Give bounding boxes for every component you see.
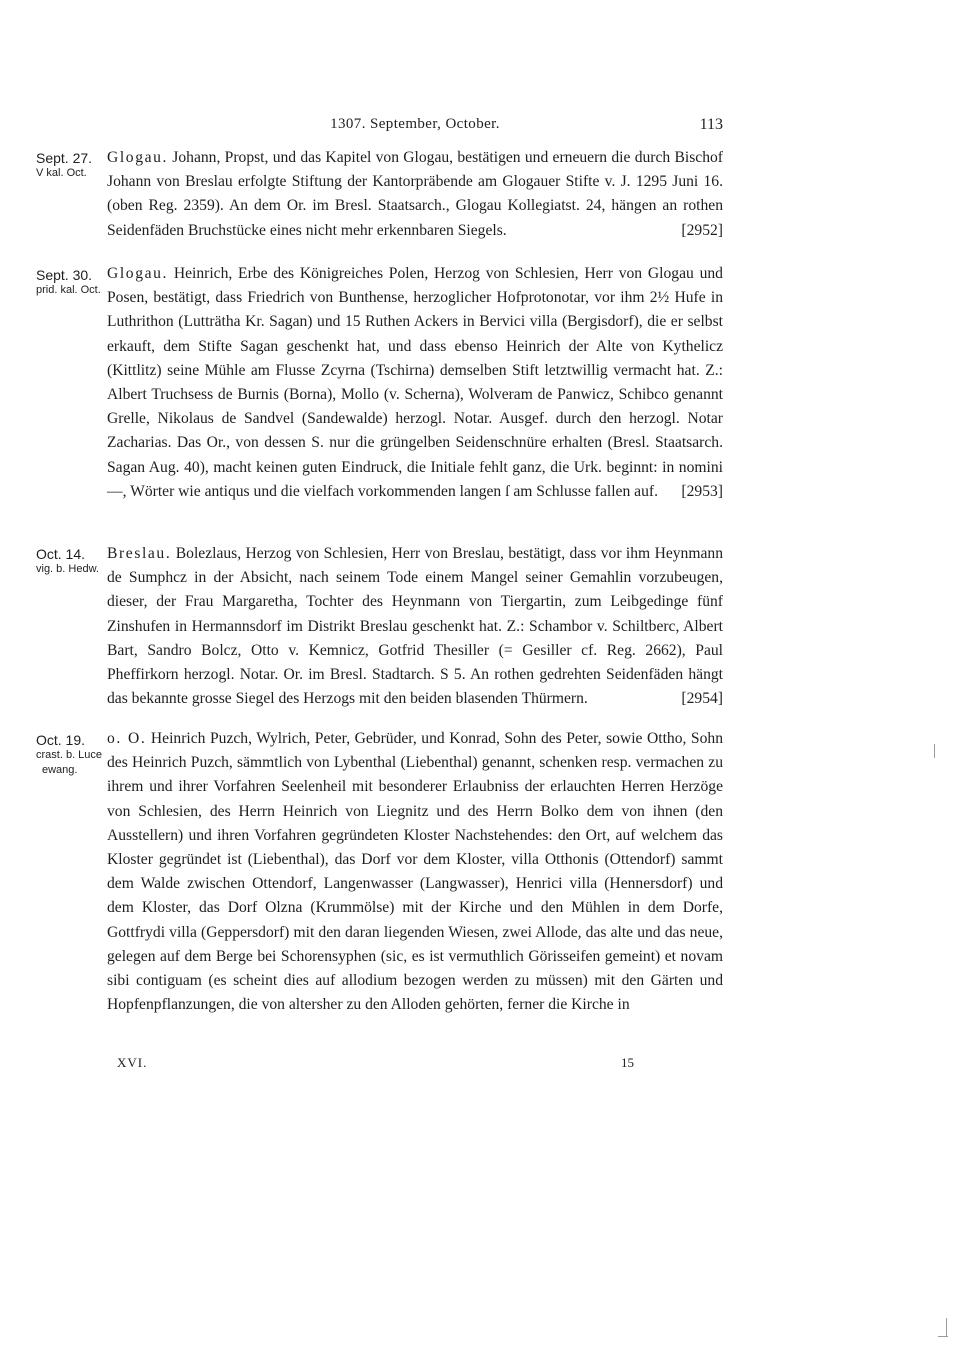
entry-place: Glogau.: [107, 149, 169, 166]
entry-date-latin: V kal. Oct.: [36, 167, 87, 179]
margin-date-2952: [36, 151, 108, 181]
entry-date-latin: crast. b. Luce: [36, 749, 103, 761]
scan-mark: [946, 1318, 947, 1336]
sheet-number: 15: [621, 1055, 634, 1070]
entry-date: Oct. 14.: [36, 546, 86, 562]
entry-date-latin: prid. kal. Oct.: [36, 284, 101, 296]
entry-date-latin-cont: ewang.: [42, 764, 78, 776]
regest-entry-2952: [107, 146, 723, 243]
scan-mark: [934, 744, 935, 758]
entry-date: Sept. 27.: [36, 150, 93, 166]
entry-date: Oct. 19.: [36, 732, 86, 748]
entry-date: Sept. 30.: [36, 267, 93, 283]
entry-place: Breslau.: [107, 545, 172, 562]
regest-entry-2953: [107, 262, 723, 504]
entry-number: [2952]: [681, 221, 723, 239]
entry-number: [2954]: [681, 690, 723, 708]
entry-place: Glogau.: [107, 265, 169, 282]
entry-text: Johann, Propst, und das Kapitel von Glogau, bestätigen und erneuern die durch Bischof Johann von Breslau erfolgte Stiftung der Kantorpräbende am Glogauer Stifte v. J. 1295 Juni 16. (oben Reg. 2359). An dem Or. im Bresl. Staatsarch., Glogau Kollegiatst. 24, hängen an rothen Seidenfäden Bruchstücke eines nicht mehr erkennbaren Siegels.: [107, 149, 723, 239]
margin-date-2953: [36, 268, 108, 298]
regest-entry-2955: [107, 727, 723, 1017]
entry-text: Heinrich, Erbe des Königreiches Polen, Herzog von Schlesien, Herr von Glogau und Posen, bestätigt, dass Friedrich von Bunthense, herzoglicher Hofprotonotar, vor ihm 2½ Hufe in Luthrithon (Lutträtha Kr. Sagan) und 15 Ruthen Ackers in Bervici villa (Bergisdorf), die er selbst erkauft, dem Stifte Sagan geschenkt hat, und dass ebenso Heinrich der Alte von Kythelicz (Kittlitz) seine Mühle am Flusse Zcyrna (Tschirna) demselben Stift letztwillig vermacht hat. Z.: Albert Truchsess de Burnis (Borna), Mollo (v. Scherna), Wolveram de Panwicz, Schibco genannt Grelle, Nikolaus de Sandvel (Sandewalde) herzogl. Notar. Ausgef. durch den herzogl. Notar Zacharias. Das Or., von dessen S. nur die grüngelben Seidenschnüre erhalten (Bresl. Staatsarch. Sagan Aug. 40), macht keinen guten Eindruck, die Initiale fehlt ganz, die Urk. beginnt: in nomini —, Wörter wie antiqus und die vielfach vorkommenden langen ſ am Schlusse fallen auf.: [107, 265, 723, 500]
page-number: 113: [699, 116, 723, 133]
running-title: 1307. September, October.: [330, 116, 500, 132]
margin-date-2954: [36, 547, 108, 577]
entry-date-latin: vig. b. Hedw.: [36, 563, 99, 575]
regest-entry-2954: [107, 542, 723, 711]
scan-mark: [938, 1336, 948, 1337]
entry-number: [2953]: [681, 482, 723, 500]
margin-date-2955: [36, 733, 108, 778]
running-header: [107, 116, 723, 140]
entry-place: o. O.: [107, 730, 147, 747]
entry-text: Heinrich Puzch, Wylrich, Peter, Gebrüder, und Konrad, Sohn des Peter, sowie Ottho, Sohn des Heinrich Puzch, sämmtlich von Lybenthal (Liebenthal) genannt, schenken resp. vermachen zu ihrem und ihrer Vorfahren Seelenheil mit besonderer Erlaubniss der erlauchten Herren Herzöge von Schlesien, des Herrn Heinrich von Liegnitz und des Herrn Bolko dem von ihnen (den Ausstellern) und ihren Vorfahren gegründeten Kloster Nachstehendes: den Ort, auf welchem das Kloster gegründet ist (Liebenthal), das Dorf vor dem Kloster, villa Otthonis (Ottendorf) sammt dem Walde zwischen Ottendorf, Langenwasser (Langwasser), Henrici villa (Hennersdorf) und dem Kloster, das Dorf Olzna (Krummölse) mit der Kirche und den Mühlen in dem Dorfe, Gottfrydi villa (Geppersdorf) mit den daran liegenden Wiesen, zwei Allode, das alte und das neue, gelegen auf dem Berge bei Schorensyphen (sic, es ist vermuthlich Görisseifen gemeint) et novam sibi contiguam (es scheint dies auf allodium bezogen werden zu müssen) mit den Gärten und Hopfenpflanzungen, die von altersher zu den Alloden gehörten, ferner die Kirche in: [107, 730, 723, 1014]
signature-mark: XVI.: [117, 1055, 148, 1070]
entry-text: Bolezlaus, Herzog von Schlesien, Herr von Breslau, bestätigt, dass vor ihm Heynmann de Sumphcz in der Absicht, nach seinem Tode einem Mangel seiner Gemahlin vorzubeugen, dieser, der Frau Margaretha, Tochter des Heynmann von Tiergartin, zum Leibgedinge fünf Zinshufen in Hermannsdorf im Distrikt Breslau geschenkt hat. Z.: Schambor v. Schiltberc, Albert Bart, Sandro Bolcz, Otto v. Kemnicz, Gotfrid Thesiller (= Gesiller cf. Reg. 2662), Paul Pheffirkorn herzogl. Notar. Or. im Bresl. Stadtarch. S 5. An rothen gedrehten Seidenfäden hängt das bekannte grosse Siegel des Herzogs mit den beiden blasenden Thürmern.: [107, 545, 723, 708]
